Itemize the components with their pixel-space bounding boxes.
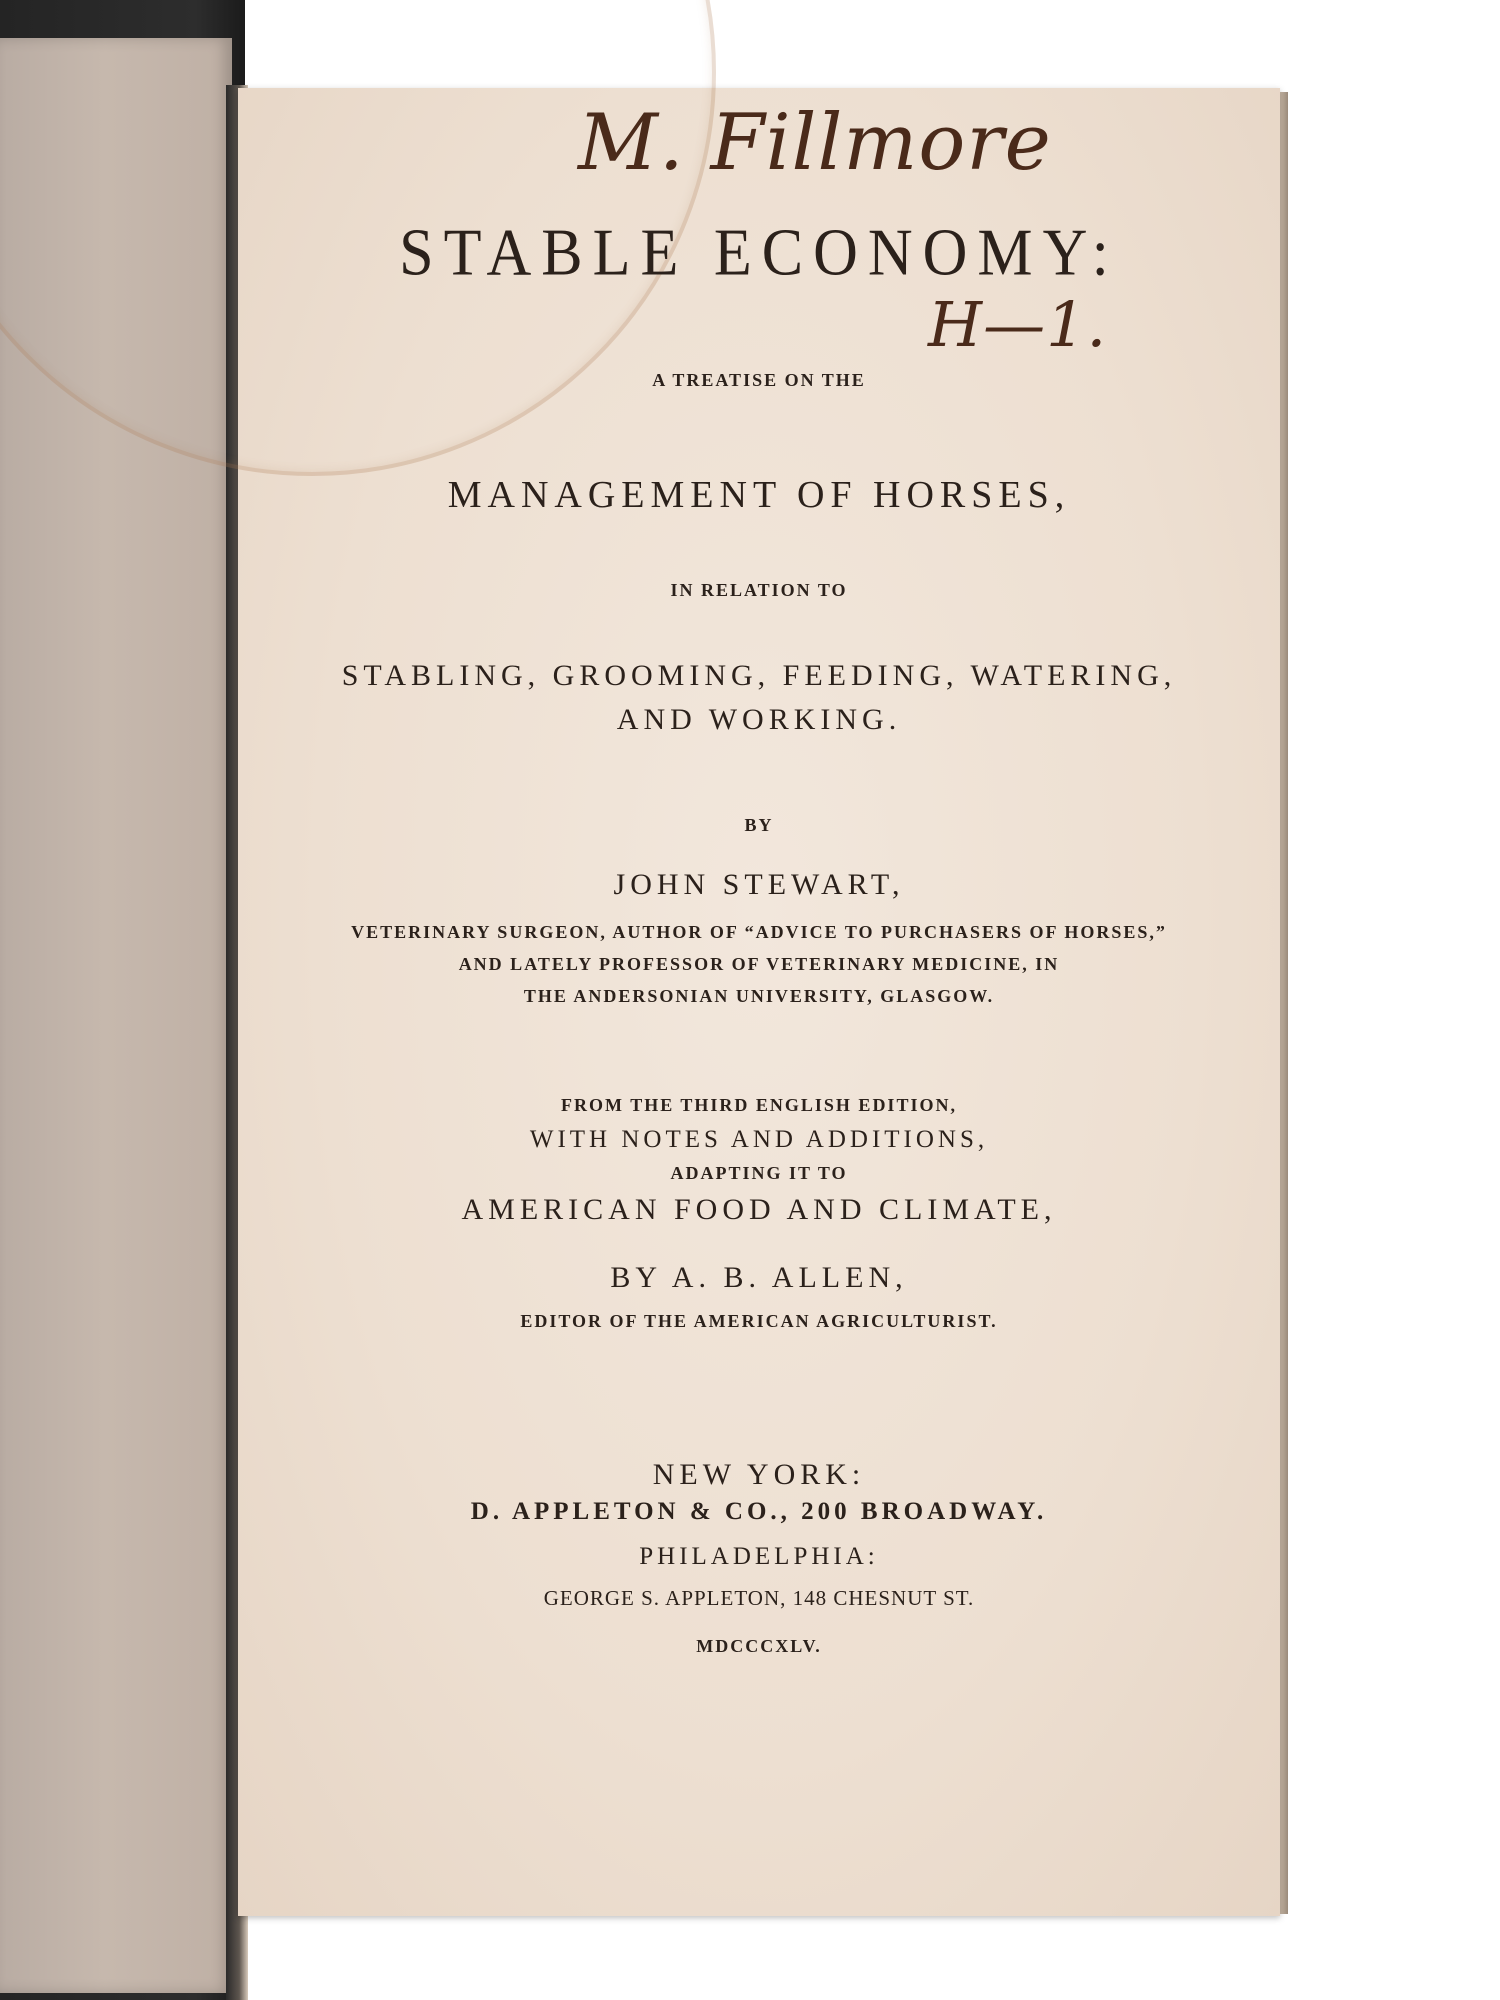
signature-mark: H—1. — [928, 288, 1108, 361]
imprint-city-2: PHILADELPHIA: — [639, 1543, 879, 1570]
publication-year: MDCCCXLV. — [696, 1636, 822, 1656]
imprint-publisher-2: GEORGE S. APPLETON, 148 CHESNUT ST. — [543, 1586, 975, 1610]
relation-intro: IN RELATION TO — [670, 580, 848, 600]
subtitle-intro: A TREATISE ON THE — [652, 370, 866, 390]
topics-line-2: AND WORKING. — [616, 703, 902, 736]
signature-name: M. Fillmore — [578, 98, 1052, 188]
author-description-2: AND LATELY PROFESSOR OF VETERINARY MEDICINE, IN — [458, 954, 1060, 974]
edition-line-1: FROM THE THIRD ENGLISH EDITION, — [561, 1095, 957, 1115]
title-page — [238, 88, 1280, 1916]
by-label: BY — [744, 815, 774, 835]
editor-name: BY A. B. ALLEN, — [610, 1261, 908, 1294]
imprint-city-1: NEW YORK: — [652, 1458, 866, 1491]
author-description-1: VETERINARY SURGEON, AUTHOR OF “ADVICE TO PURCHASERS OF HORSES,” — [351, 922, 1167, 942]
author-name: JOHN STEWART, — [613, 868, 905, 901]
subtitle-main: MANAGEMENT OF HORSES, — [447, 474, 1071, 516]
book-title: STABLE ECONOMY: — [399, 216, 1119, 290]
edition-line-4: AMERICAN FOOD AND CLIMATE, — [461, 1193, 1057, 1226]
imprint-publisher-1: D. APPLETON & CO., 200 BROADWAY. — [470, 1498, 1048, 1525]
edition-line-3: ADAPTING IT TO — [670, 1163, 848, 1183]
editor-description: EDITOR OF THE AMERICAN AGRICULTURIST. — [520, 1311, 998, 1331]
author-description-3: THE ANDERSONIAN UNIVERSITY, GLASGOW. — [523, 986, 995, 1006]
edition-line-2: WITH NOTES AND ADDITIONS, — [529, 1126, 989, 1153]
topics-line-1: STABLING, GROOMING, FEEDING, WATERING, — [341, 659, 1177, 692]
